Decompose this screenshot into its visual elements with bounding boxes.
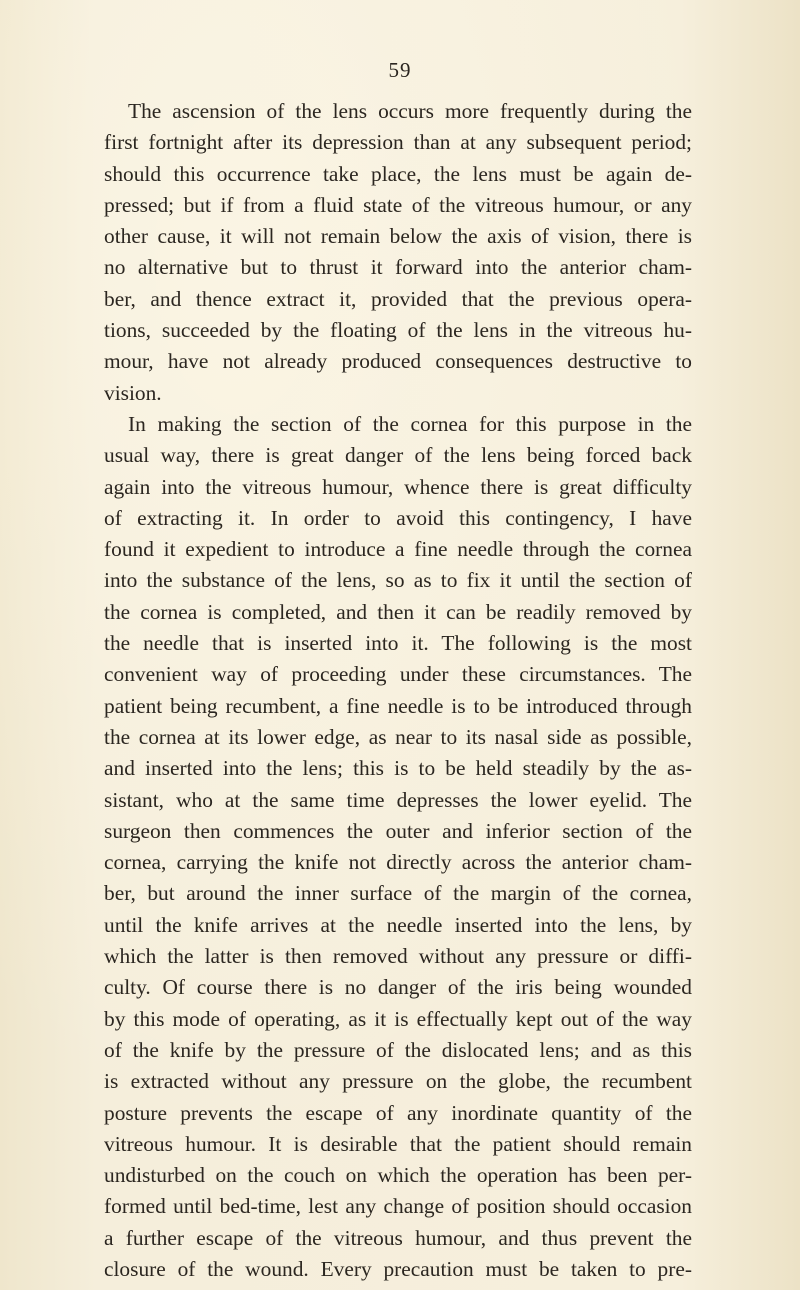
text-line: which the latter is then removed without any pressure or diffi- xyxy=(104,944,692,969)
text-line: mour, have not already produced consequences destructive to xyxy=(104,349,692,374)
text-line: closure of the wound. Every precaution must be taken to pre- xyxy=(104,1256,692,1281)
text-line: cornea, carrying the knife not directly across the anterior cham- xyxy=(104,850,692,875)
page-number: 59 xyxy=(388,58,412,82)
text-line: ber, and thence extract it, provided that the previous opera- xyxy=(104,286,692,311)
text-line: formed until bed-time, lest any change of position should occasion xyxy=(104,1194,692,1219)
text-line: The ascension of the lens occurs more frequently during the xyxy=(128,99,692,123)
text-line: culty. Of course there is no danger of the iris being wounded xyxy=(104,975,692,1000)
text-line: should this occurrence take place, the lens must be again de- xyxy=(104,161,692,186)
text-line: first fortnight after its depression than at any subsequent period; xyxy=(104,130,692,155)
text-line: found it expedient to introduce a fine needle through the cornea xyxy=(104,537,692,562)
text-line: the cornea at its lower edge, as near to its nasal side as possible, xyxy=(104,724,692,749)
text-line: the cornea is completed, and then it can be readily removed by xyxy=(104,599,692,624)
text-line: and inserted into the lens; this is to be held steadily by the as- xyxy=(104,756,692,781)
text-line: surgeon then commences the outer and inferior section of the xyxy=(104,818,692,843)
text-line: convenient way of proceeding under these circumstances. The xyxy=(104,662,692,687)
text-line: by this mode of operating, as it is effectually kept out of the way xyxy=(104,1006,692,1031)
text-line: into the substance of the lens, so as to fix it until the section of xyxy=(104,568,692,593)
text-line: vitreous humour. It is desirable that the patient should remain xyxy=(104,1131,692,1156)
text-line: posture prevents the escape of any inordinate quantity of the xyxy=(104,1100,692,1125)
text-line: sistant, who at the same time depresses the lower eyelid. The xyxy=(104,787,692,812)
text-line: of extracting it. In order to avoid this contingency, I have xyxy=(104,505,692,530)
text-line: patient being recumbent, a fine needle is to be introduced through xyxy=(104,693,692,718)
text-line: usual way, there is great danger of the lens being forced back xyxy=(104,443,692,468)
text-line: of the knife by the pressure of the dislocated lens; and as this xyxy=(104,1037,692,1062)
body-text xyxy=(104,96,692,1285)
text-line: no alternative but to thrust it forward into the anterior cham- xyxy=(104,255,692,280)
text-line: the needle that is inserted into it. The following is the most xyxy=(104,631,692,656)
text-line: undisturbed on the couch on which the operation has been per- xyxy=(104,1163,692,1188)
text-line: other cause, it will not remain below the axis of vision, there is xyxy=(104,224,692,249)
text-line: again into the vitreous humour, whence there is great difficulty xyxy=(104,474,692,499)
text-line: tions, succeeded by the floating of the lens in the vitreous hu- xyxy=(104,318,692,343)
text-line: pressed; but if from a fluid state of the vitreous humour, or any xyxy=(104,192,692,217)
text-line: ber, but around the inner surface of the margin of the cornea, xyxy=(104,881,692,906)
text-line: In making the section of the cornea for this purpose in the xyxy=(128,411,692,436)
text-line: vision. xyxy=(104,380,162,405)
text-line: until the knife arrives at the needle inserted into the lens, by xyxy=(104,912,692,937)
text-line: is extracted without any pressure on the globe, the recumbent xyxy=(104,1069,692,1094)
text-line: a further escape of the vitreous humour, and thus prevent the xyxy=(104,1225,692,1250)
